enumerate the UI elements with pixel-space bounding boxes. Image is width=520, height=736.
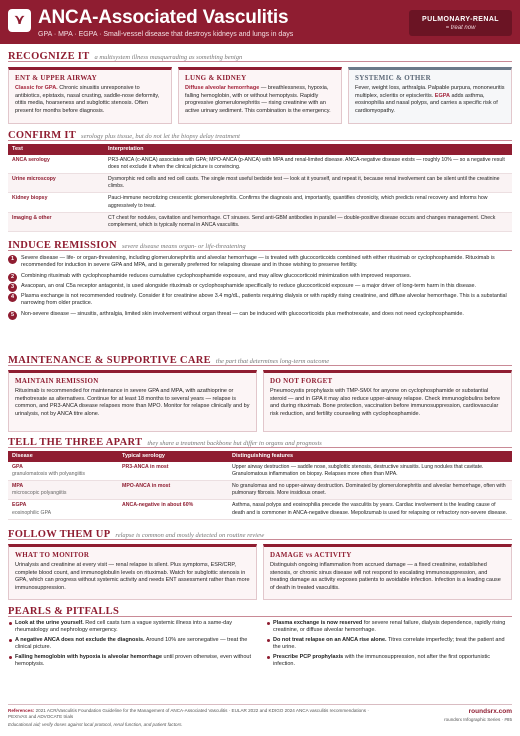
section-recognize (8, 50, 512, 62)
disclaimer: Educational aid; verify doses against local protocol, renal function, and patient factors. (8, 722, 183, 728)
card-text: Chronic sinusitis unresponsive to antibiotics, epistaxis, nasal crusting, saddle-nose deformity, otitis media, hoarseness and subglottic stenosis. Often present for months before diagnosis. (15, 85, 160, 114)
card-title: DO NOT FORGET (270, 377, 333, 385)
card-body (15, 85, 165, 115)
step-number: 1 (8, 255, 17, 264)
table-cell-interp: PR3-ANCA (c-ANCA) associates with GPA; MPO-ANCA (p-ANCA) with MPA and renal-limited disease. ANCA-negative disease exists — roughly 10% — so a negative result does not exclude it when the clinical picture is convincing. (104, 155, 512, 174)
table-cell-disease (8, 481, 118, 500)
card-body: Urinalysis and creatinine at every visit — renal relapse is silent. Plus symptoms, ESR/CRP, complete blood count, and immunoglobulin levels on rituximab. Watch for subglottic stenosis in GPA, which can progress without systemic activity and needs ENT assessment rather than more immunosuppression. (15, 562, 250, 591)
section-pearls (8, 605, 512, 617)
step-number: 4 (8, 293, 17, 302)
table-row (8, 155, 512, 174)
section-heading: TELL THE THREE APART (8, 437, 143, 448)
card-body: Distinguish ongoing inflammation from accrued damage — a fixed creatinine, established stenosis, or chronic sinus disease will not respond to escalating immunosuppression, and treating damage as activity exposes patients to avoidable infection. Infection is a leading cause of death in treated vasculitis. (270, 562, 501, 591)
table-cell-test: Urine microscopy (8, 174, 104, 193)
table-cell-test: Kidney biopsy (8, 193, 104, 212)
table-row (8, 212, 512, 231)
induction-steps (8, 255, 512, 321)
section-note: a multisystem illness masquerading as something benign (94, 54, 243, 61)
table-cell-test: Imaging & other (8, 212, 104, 231)
column-header: Test (8, 144, 104, 155)
bullet-icon (267, 656, 270, 659)
pearl-lead: Prescribe PCP prophylaxis (273, 653, 344, 660)
card-title: DAMAGE vs ACTIVITY (270, 551, 352, 559)
table-cell-serology: PR3-ANCA in most (118, 462, 228, 481)
section-heading: PEARLS & PITFALLS (8, 606, 120, 617)
pearl-lead: Falling hemoglobin with hypoxia is alveolar hemorrhage (15, 653, 162, 660)
series-label: roundsrx Infographic Series · #85 (444, 716, 512, 722)
bullet-icon (9, 639, 12, 642)
column-header: Distinguishing features (228, 451, 512, 462)
pearl-text: for severe renal failure, dialysis dependence, rapidly rising creatinine, or diffuse alveolar hemorrhage. (273, 620, 506, 634)
references (8, 708, 378, 720)
section-heading: INDUCE REMISSION (8, 240, 117, 251)
footer (8, 704, 512, 729)
pearl-item (8, 620, 254, 635)
card-text: Fever, weight loss, arthralgia. Palpable purpura, mononeuritis multiplex, scleritis or episcleritis. (355, 85, 505, 99)
table-cell-disease (8, 500, 118, 519)
table-cell-interp: CT chest for nodules, cavitation and hemorrhage. CT sinuses. Send anti-GBM antibodies in parallel — double-positive disease occurs and changes management. Check complement, which is typically normal in ANCA vasculitis. (104, 212, 512, 231)
card-damage-vs-activity (263, 544, 512, 600)
card-systemic (348, 67, 512, 124)
pearl-item (8, 654, 254, 669)
pearl-text: Red cell casts turn a vague systemic illness into a same-day rheumatology and nephrology emergency. (15, 620, 233, 634)
references-label: References: (8, 708, 35, 713)
step-item (8, 311, 512, 318)
badge-sublabel: = treat now (445, 25, 476, 32)
disease-fullname: microscopic polyangiitis (12, 490, 67, 497)
table-row (8, 500, 512, 519)
step-item (8, 293, 512, 308)
footer-brand (444, 708, 512, 723)
site-link[interactable]: roundsrx.com (468, 708, 512, 715)
step-item (8, 283, 512, 290)
step-item (8, 255, 512, 270)
card-title: SYSTEMIC & OTHER (355, 74, 431, 82)
disease-abbrev: MPA (12, 483, 24, 490)
bullet-icon (267, 622, 270, 625)
card-do-not-forget (263, 370, 512, 432)
page-title: ANCA-Associated Vasculitis (38, 7, 289, 28)
section-note: they share a treatment backbone but differ in organs and prognosis (147, 440, 322, 447)
bullet-icon (9, 622, 12, 625)
step-text: Combining rituximab with cyclophosphamide reduces cumulative cyclophosphamide exposure, and may allow glucocorticoid minimization with improved responses. (21, 272, 412, 279)
card-title: WHAT TO MONITOR (15, 551, 90, 559)
table-header-row (8, 451, 512, 462)
bullet-icon (267, 639, 270, 642)
category-badge (409, 10, 512, 36)
card-lead: Diffuse alveolar hemorrhage (185, 85, 260, 92)
pearl-lead: Look at the urine yourself. (15, 620, 84, 626)
table-cell-features: No granulomas and no upper-airway destruction. Dominated by glomerulonephritis and alveolar hemorrhage, often with pulmonary fibrosis. More insidious onset. (228, 481, 512, 500)
step-text: Plasma exchange is not recommended routinely. Consider it for creatinine above 3.4 mg/dL, patients requiring dialysis or with rapidly rising creatinine, and diffuse alveolar hemorrhage. This is a substantial narrowing from older practice. (21, 293, 507, 307)
card-maintain-remission (8, 370, 257, 432)
step-text: Avacopan, an oral C5a receptor antagonist, is used alongside rituximab or cyclophosphamide specifically to reduce glucocorticoid exposure — a major driver of long-term harm in this disease. (21, 282, 477, 289)
card-title: MAINTAIN REMISSION (15, 377, 99, 385)
table-row (8, 462, 512, 481)
pearl-item (266, 620, 512, 635)
table-cell-test: ANCA serology (8, 155, 104, 174)
pearl-lead: Do not treat relapse on an ANCA rise alone. (273, 636, 387, 643)
card-lead: EGPA (434, 92, 450, 99)
step-item (8, 273, 512, 280)
card-text: — breathlessness, hypoxia, falling hemoglobin, with or without hemoptysis. Rapidly progressive glomerulonephritis — rising creatinine with an active urinary sediment. This combination is the emergency. (185, 85, 331, 114)
section-heading: MAINTENANCE & SUPPORTIVE CARE (8, 355, 211, 366)
pearl-text: Titres correlate imperfectly; treat the patient and the urine. (273, 636, 505, 651)
pearl-lead: Plasma exchange is now reserved (273, 620, 363, 626)
card-body: Rituximab is recommended for maintenance in severe GPA and MPA, with azathioprine or methotrexate as alternatives. Continue for at least 18 months to several years — relapse is common, and PR3-ANCA disease relapses more than MPO. Monitor for relapse clinically and by urinalysis, not by ANCA titre alone. (15, 388, 250, 417)
card-ent (8, 67, 172, 124)
pearl-lead: A negative ANCA does not exclude the diagnosis. (15, 636, 145, 643)
card-title: LUNG & KIDNEY (185, 74, 247, 82)
pearl-item (266, 637, 512, 652)
disease-abbrev: GPA (12, 464, 23, 471)
step-text: Severe disease — life- or organ-threatening, including glomerulonephritis and alveolar hemorrhage — is treated with glucocorticoids combined with either rituximab or cyclophosphamide. Rituximab is recommended for induction in severe GPA and MPA, and is generally preferred for relapsing disease and in those wishing to preserve fertility. (21, 255, 495, 269)
table-cell-serology: ANCA-negative in about 60% (118, 500, 228, 519)
card-lead: Classic for GPA. (15, 85, 58, 92)
table-cell-features: Upper airway destruction — saddle nose, subglottic stenosis, destructive sinusitis. Lung nodules that cavitate. Granulomatous inflammation on biopsy. Relapses more often than MPA. (228, 462, 512, 481)
table-row (8, 193, 512, 212)
card-what-to-monitor (8, 544, 257, 600)
section-note: the part that determines long-term outcome (215, 358, 330, 365)
pearl-item (266, 654, 512, 669)
references-text: 2021 ACR/Vasculitis Foundation Guideline for the Management of ANCA-Associated Vasculitis · EULAR 2022 and KDIGO 2024 ANCA vasculitis recommendations · PEXIVAS and ADVOCATE trials (8, 708, 369, 720)
section-tell-apart (8, 436, 512, 448)
card-title: ENT & UPPER AIRWAY (15, 74, 97, 82)
table-cell-disease (8, 462, 118, 481)
section-note: severe disease means organ- or life-threatening (121, 243, 246, 250)
pearls-column-right (266, 620, 512, 671)
step-text: Non-severe disease — sinusitis, arthralgia, limited skin involvement without organ threat — can be induced with glucocorticoids plus methotrexate, and does not need cyclophosphamide. (21, 310, 464, 317)
card-body: Pneumocystis prophylaxis with TMP-SMX for anyone on cyclophosphamide or substantial steroid — and in GPA it may also reduce upper-airway relapse. Check immunoglobulins before and during rituximab. Bone protection, vaccination before immunosuppression, cardiovascular risk reduction, and fertility counseling with cyclophosphamide. (270, 388, 501, 417)
table-row (8, 174, 512, 193)
header-banner (0, 0, 520, 44)
pearl-item (8, 637, 254, 652)
card-body (355, 85, 505, 115)
disease-fullname: granulomatosis with polyangiitis (12, 471, 85, 478)
section-follow-up (8, 528, 512, 540)
column-header: Disease (8, 451, 118, 462)
page-subtitle: GPA · MPA · EGPA · Small-vessel disease that destroys kidneys and lungs in days (38, 31, 294, 38)
disease-fullname: eosinophilic GPA (12, 509, 52, 516)
confirm-table (8, 144, 512, 232)
section-induce (8, 239, 512, 251)
step-number: 5 (8, 311, 17, 320)
column-header: Interpretation (104, 144, 512, 155)
disease-abbrev: EGPA (12, 502, 27, 509)
section-heading: FOLLOW THEM UP (8, 529, 111, 540)
table-row (8, 481, 512, 500)
card-body (185, 85, 335, 115)
pearl-text: until proven otherwise, even without hemoptysis. (15, 653, 251, 668)
card-text-2: adds asthma, eosinophilia and nasal polyps, and carries a specific risk of cardiomyopathy. (355, 92, 498, 114)
section-heading: CONFIRM IT (8, 130, 77, 141)
pearl-text: Around 10% are seronegative — treat the clinical picture. (15, 636, 248, 651)
column-header: Typical serology (118, 451, 228, 462)
pearls-column-left (8, 620, 254, 671)
step-number: 3 (8, 283, 17, 292)
table-header-row (8, 144, 512, 155)
step-number: 2 (8, 273, 17, 282)
disease-comparison-table (8, 451, 512, 520)
section-heading: RECOGNIZE IT (8, 51, 90, 62)
section-maintenance (8, 354, 512, 366)
card-lung-kidney (178, 67, 342, 124)
table-cell-interp: Dysmorphic red cells and red cell casts. The single most useful bedside test — look at it yourself, and repeat it, because renal involvement can be silent until the creatinine climbs. (104, 174, 512, 193)
table-cell-interp: Pauci-immune necrotizing crescentic glomerulonephritis. Confirms the diagnosis and, importantly, quantifies chronicity, which predicts renal recovery and informs how aggressively to treat. (104, 193, 512, 212)
badge-label: PULMONARY-RENAL (422, 16, 499, 23)
section-note: relapse is common and mostly detected on routine review (115, 532, 265, 539)
section-confirm (8, 129, 512, 141)
section-note: serology plus tissue, but do not let the biopsy delay treatment (81, 133, 240, 140)
table-cell-features: Asthma, nasal polyps and eosinophilia precede the vasculitis by years. Cardiac involvement is the leading cause of death and is commoner in ANCA-negative disease. Mepolizumab is used for relapsing or refractory non-severe disease. (228, 500, 512, 519)
bullet-icon (9, 656, 12, 659)
table-cell-serology: MPO-ANCA in most (118, 481, 228, 500)
vasculitis-logo-icon: ⋎ (8, 9, 31, 32)
pearl-text: with the immunosuppression, not after the first opportunistic infection. (273, 653, 490, 668)
